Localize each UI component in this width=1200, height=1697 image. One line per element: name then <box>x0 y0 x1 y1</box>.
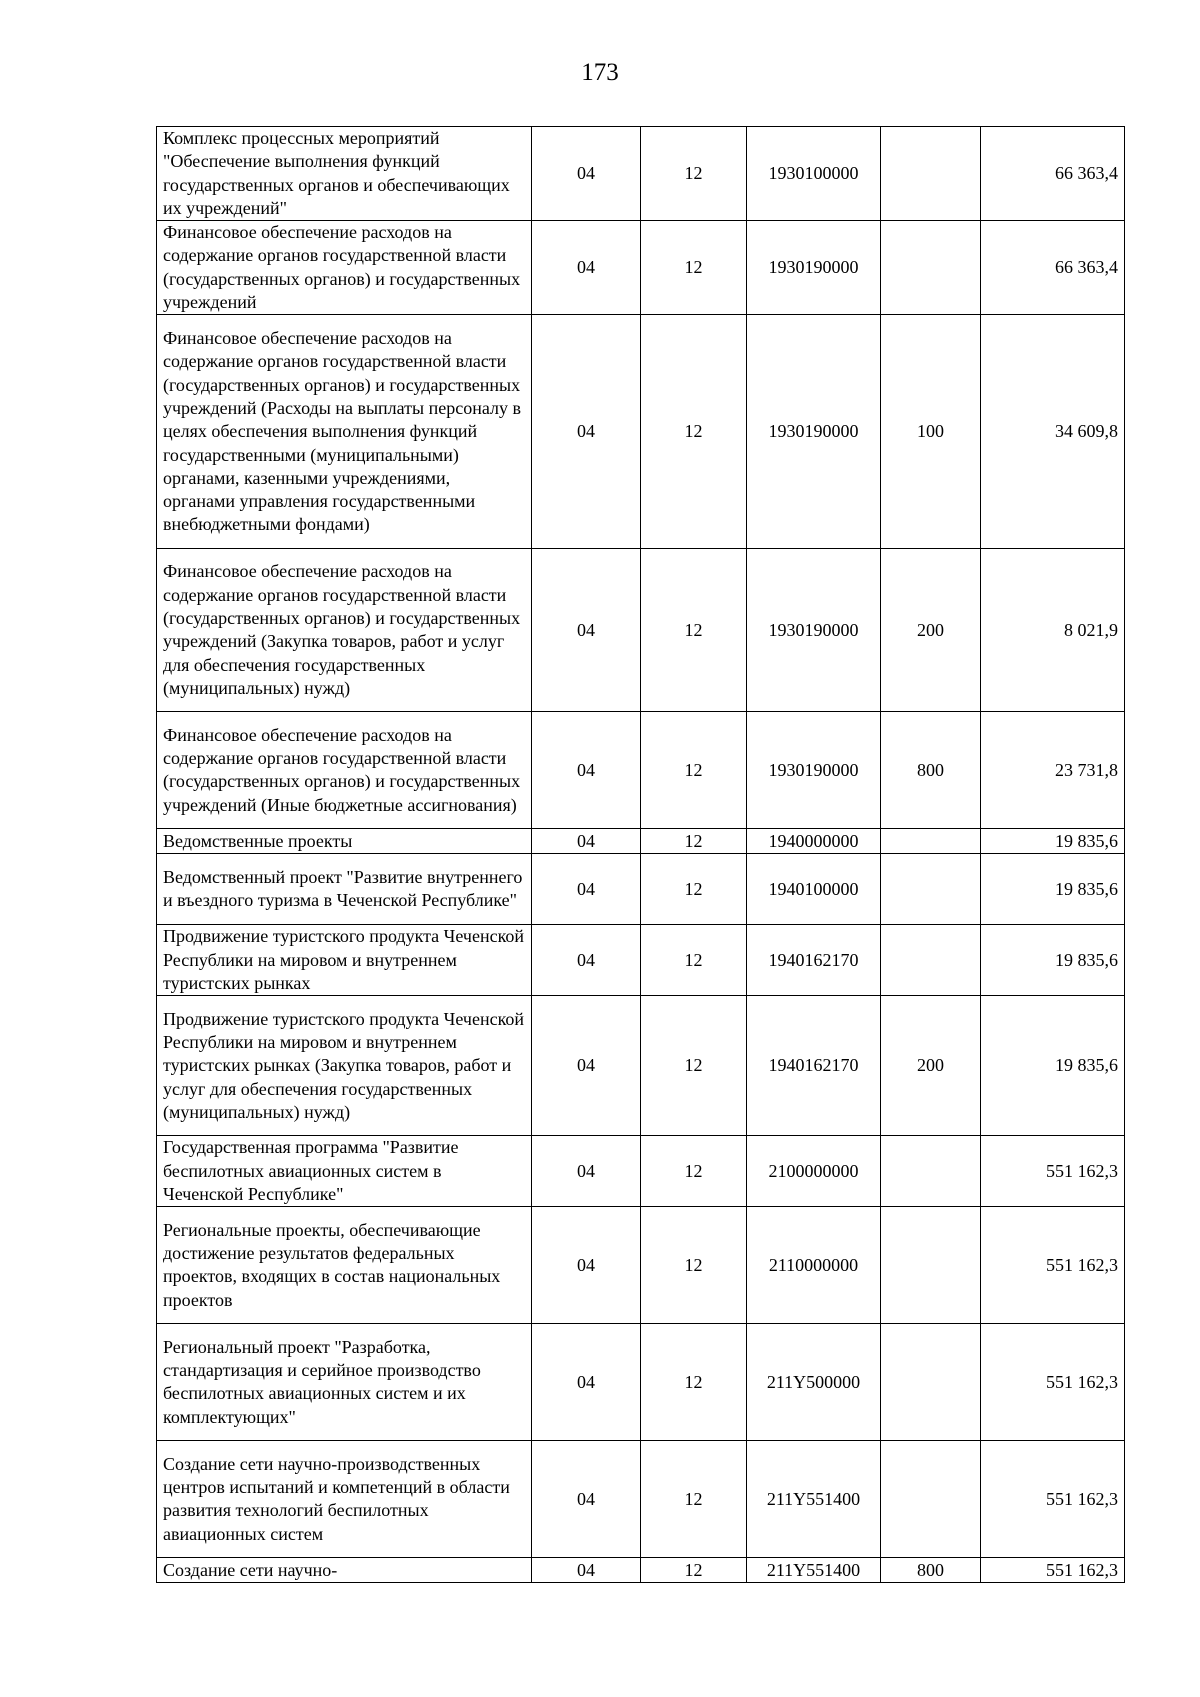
row-subsection: 12 <box>641 1136 747 1207</box>
page-number: 173 <box>581 59 619 86</box>
row-name: Финансовое обеспечение расходов на содержание органов государственной власти (государственных органов) и государственных учреждений <box>157 221 532 315</box>
row-subsection: 12 <box>641 712 747 829</box>
row-section: 04 <box>532 925 641 996</box>
row-subsection: 12 <box>641 996 747 1136</box>
table-row <box>157 549 1125 712</box>
row-name: Государственная программа "Развитие беспилотных авиационных систем в Чеченской Республике" <box>157 1136 532 1207</box>
row-amount: 551 162,3 <box>981 1207 1125 1324</box>
row-name: Финансовое обеспечение расходов на содержание органов государственной власти (государственных органов) и государственных учреждений (Расходы на выплаты персоналу в целях обеспечения выполнения функций государственными (муниципальными) органами, казенными учреждениями, органами управления государственными внебюджетными фондами) <box>157 315 532 549</box>
row-subsection: 12 <box>641 829 747 854</box>
row-name: Региональные проекты, обеспечивающие достижение результатов федеральных проектов, входящих в состав национальных проектов <box>157 1207 532 1324</box>
row-target-code: 1930190000 <box>747 221 881 315</box>
row-section: 04 <box>532 221 641 315</box>
row-expense-type <box>881 1324 981 1441</box>
table-row <box>157 1207 1125 1324</box>
row-subsection: 12 <box>641 1558 747 1583</box>
table-row <box>157 1441 1125 1558</box>
row-name: Комплекс процессных мероприятий "Обеспечение выполнения функций государственных органов и обеспечивающих их учреждений" <box>157 127 532 221</box>
row-section: 04 <box>532 1207 641 1324</box>
row-expense-type <box>881 854 981 925</box>
row-expense-type <box>881 1441 981 1558</box>
table-row <box>157 829 1125 854</box>
row-amount: 66 363,4 <box>981 127 1125 221</box>
row-section: 04 <box>532 127 641 221</box>
row-expense-type <box>881 1136 981 1207</box>
row-amount: 66 363,4 <box>981 221 1125 315</box>
row-subsection: 12 <box>641 315 747 549</box>
table-row <box>157 315 1125 549</box>
row-name: Ведомственные проекты <box>157 829 532 854</box>
row-amount: 23 731,8 <box>981 712 1125 829</box>
row-name: Региональный проект "Разработка, стандартизация и серийное производство беспилотных авиационных систем и их комплектующих" <box>157 1324 532 1441</box>
row-name: Продвижение туристского продукта Чеченской Республики на мировом и внутреннем туристских рынках (Закупка товаров, работ и услуг для обеспечения государственных (муниципальных) нужд) <box>157 996 532 1136</box>
row-subsection: 12 <box>641 1441 747 1558</box>
row-amount: 551 162,3 <box>981 1136 1125 1207</box>
row-expense-type: 100 <box>881 315 981 549</box>
row-subsection: 12 <box>641 925 747 996</box>
row-expense-type <box>881 829 981 854</box>
row-amount: 19 835,6 <box>981 996 1125 1136</box>
row-target-code: 1930190000 <box>747 712 881 829</box>
row-section: 04 <box>532 829 641 854</box>
row-amount: 19 835,6 <box>981 854 1125 925</box>
row-name: Финансовое обеспечение расходов на содержание органов государственной власти (государственных органов) и государственных учреждений (Закупка товаров, работ и услуг для обеспечения государственных (муниципальных) нужд) <box>157 549 532 712</box>
row-section: 04 <box>532 712 641 829</box>
table-row <box>157 1324 1125 1441</box>
row-name: Создание сети научно- <box>157 1558 532 1583</box>
row-amount: 551 162,3 <box>981 1324 1125 1441</box>
row-expense-type <box>881 221 981 315</box>
row-amount: 8 021,9 <box>981 549 1125 712</box>
row-name: Создание сети научно-производственных центров испытаний и компетенций в области развития технологий беспилотных авиационных систем <box>157 1441 532 1558</box>
row-subsection: 12 <box>641 854 747 925</box>
table-row <box>157 712 1125 829</box>
budget-table-body <box>157 127 1125 1583</box>
row-subsection: 12 <box>641 127 747 221</box>
row-section: 04 <box>532 315 641 549</box>
row-section: 04 <box>532 996 641 1136</box>
row-expense-type <box>881 925 981 996</box>
row-target-code: 1940100000 <box>747 854 881 925</box>
table-row <box>157 221 1125 315</box>
row-target-code: 2110000000 <box>747 1207 881 1324</box>
row-target-code: 1940162170 <box>747 925 881 996</box>
row-target-code: 1940162170 <box>747 996 881 1136</box>
row-section: 04 <box>532 1558 641 1583</box>
row-target-code: 1930190000 <box>747 315 881 549</box>
table-row <box>157 854 1125 925</box>
table-row <box>157 1558 1125 1583</box>
row-target-code: 1930100000 <box>747 127 881 221</box>
row-expense-type: 800 <box>881 1558 981 1583</box>
table-row <box>157 925 1125 996</box>
row-target-code: 211Y551400 <box>747 1441 881 1558</box>
row-amount: 551 162,3 <box>981 1441 1125 1558</box>
row-expense-type: 200 <box>881 549 981 712</box>
row-name: Продвижение туристского продукта Чеченской Республики на мировом и внутреннем туристских рынках <box>157 925 532 996</box>
row-section: 04 <box>532 1324 641 1441</box>
row-section: 04 <box>532 1441 641 1558</box>
row-target-code: 1940000000 <box>747 829 881 854</box>
row-expense-type <box>881 1207 981 1324</box>
row-subsection: 12 <box>641 1207 747 1324</box>
row-subsection: 12 <box>641 1324 747 1441</box>
row-expense-type: 200 <box>881 996 981 1136</box>
row-subsection: 12 <box>641 221 747 315</box>
row-amount: 19 835,6 <box>981 829 1125 854</box>
row-target-code: 2100000000 <box>747 1136 881 1207</box>
row-name: Финансовое обеспечение расходов на содержание органов государственной власти (государственных органов) и государственных учреждений (Иные бюджетные ассигнования) <box>157 712 532 829</box>
row-amount: 34 609,8 <box>981 315 1125 549</box>
row-subsection: 12 <box>641 549 747 712</box>
row-name: Ведомственный проект "Развитие внутреннего и въездного туризма в Чеченской Республике" <box>157 854 532 925</box>
budget-table <box>156 126 1125 1583</box>
row-target-code: 211Y500000 <box>747 1324 881 1441</box>
table-row <box>157 996 1125 1136</box>
row-amount: 19 835,6 <box>981 925 1125 996</box>
table-row <box>157 127 1125 221</box>
row-target-code: 1930190000 <box>747 549 881 712</box>
table-row <box>157 1136 1125 1207</box>
row-section: 04 <box>532 549 641 712</box>
row-section: 04 <box>532 1136 641 1207</box>
row-expense-type <box>881 127 981 221</box>
row-section: 04 <box>532 854 641 925</box>
row-target-code: 211Y551400 <box>747 1558 881 1583</box>
row-amount: 551 162,3 <box>981 1558 1125 1583</box>
row-expense-type: 800 <box>881 712 981 829</box>
